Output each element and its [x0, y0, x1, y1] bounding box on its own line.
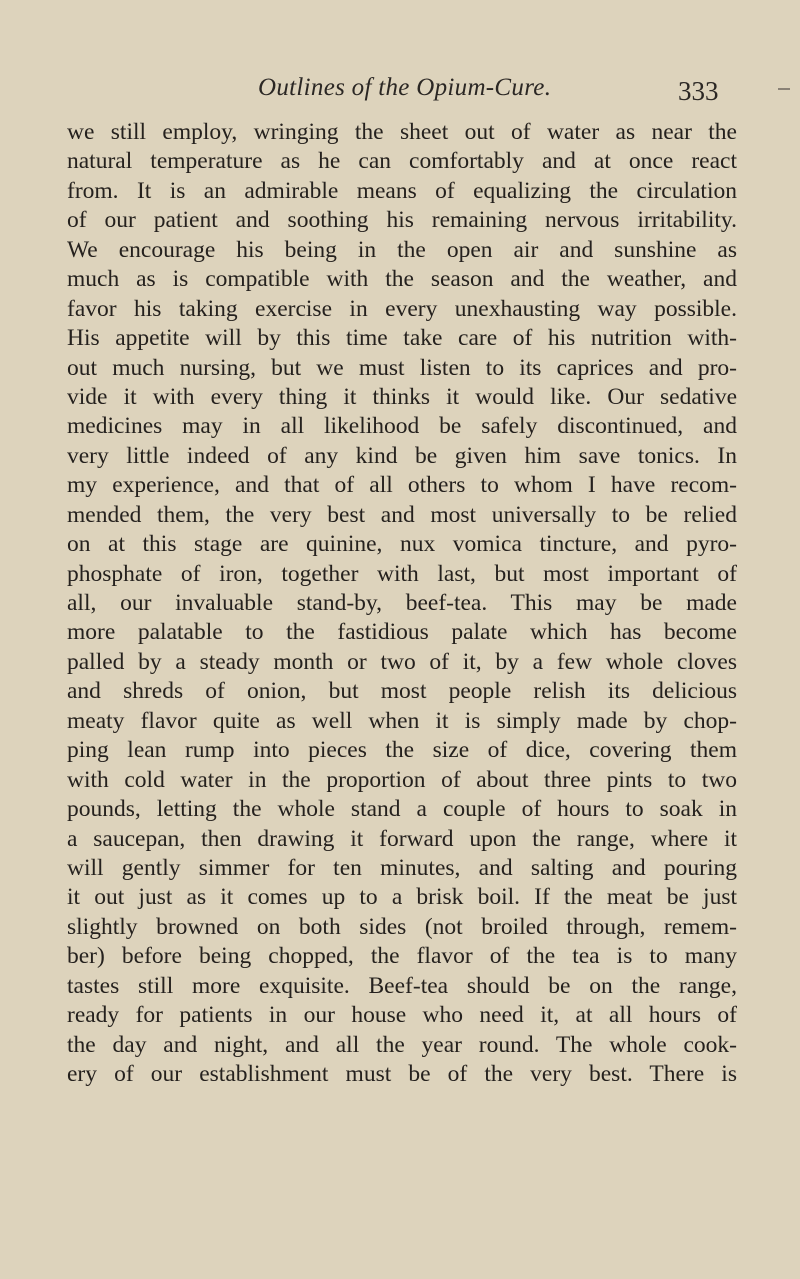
text-line: will gently simmer for ten minutes, and salting and pouring	[67, 854, 737, 881]
text-line: mended them, the very best and most universally to be relied	[67, 501, 737, 528]
text-line: ready for patients in our house who need it, at all hours of	[67, 1002, 737, 1029]
text-line: from. It is an admirable means of equalizing the circulation	[67, 177, 737, 204]
running-head	[0, 74, 800, 114]
text-line: the day and night, and all the year round. The whole cook-	[67, 1031, 737, 1058]
text-line: slightly browned on both sides (not broiled through, remem-	[67, 913, 737, 940]
text-line: my experience, and that of all others to whom I have recom-	[67, 472, 737, 499]
text-line: a saucepan, then drawing it forward upon the range, where it	[67, 825, 737, 852]
text-line: pounds, letting the whole stand a couple of hours to soak in	[67, 796, 737, 823]
text-line: ber) before being chopped, the flavor of the tea is to many	[67, 943, 737, 970]
text-line: of our patient and soothing his remaining nervous irritability.	[67, 207, 737, 234]
text-line: it out just as it comes up to a brisk boil. If the meat be just	[67, 884, 737, 911]
text-line: we still employ, wringing the sheet out of water as near the	[67, 119, 737, 145]
edge-mark	[778, 88, 790, 90]
text-line: tastes still more exquisite. Beef-tea should be on the range,	[67, 972, 737, 999]
text-line: ery of our establishment must be of the very best. There is	[67, 1061, 737, 1087]
text-line: His appetite will by this time take care of his nutrition with-	[67, 325, 737, 352]
text-line: ping lean rump into pieces the size of dice, covering them	[67, 737, 737, 764]
text-line: all, our invaluable stand-by, beef-tea. This may be made	[67, 590, 737, 616]
text-line: more palatable to the fastidious palate which has become	[67, 619, 737, 646]
text-line: very little indeed of any kind be given him save tonics. In	[67, 442, 737, 469]
text-line: and shreds of onion, but most people relish its delicious	[67, 678, 737, 705]
text-line: palled by a steady month or two of it, by a few whole cloves	[67, 648, 737, 675]
text-line: phosphate of iron, together with last, but most important of	[67, 560, 737, 587]
running-title: Outlines of the Opium-Cure.	[258, 74, 552, 101]
text-line: much as is compatible with the season and the weather, and	[67, 266, 737, 293]
text-line: favor his taking exercise in every unexhausting way possible.	[67, 295, 737, 322]
text-line: with cold water in the proportion of about three pints to two	[67, 766, 737, 793]
text-line: vide it with every thing it thinks it would like. Our sedative	[67, 383, 737, 410]
text-line: medicines may in all likelihood be safely discontinued, and	[67, 413, 737, 440]
text-line: We encourage his being in the open air and sunshine as	[67, 236, 737, 263]
body-text	[67, 118, 737, 1089]
text-line: meaty flavor quite as well when it is simply made by chop-	[67, 707, 737, 734]
page-number: 333	[678, 76, 719, 106]
text-line: natural temperature as he can comfortably and at once react	[67, 148, 737, 175]
text-line: on at this stage are quinine, nux vomica tincture, and pyro-	[67, 531, 737, 558]
text-line: out much nursing, but we must listen to its caprices and pro-	[67, 354, 737, 381]
